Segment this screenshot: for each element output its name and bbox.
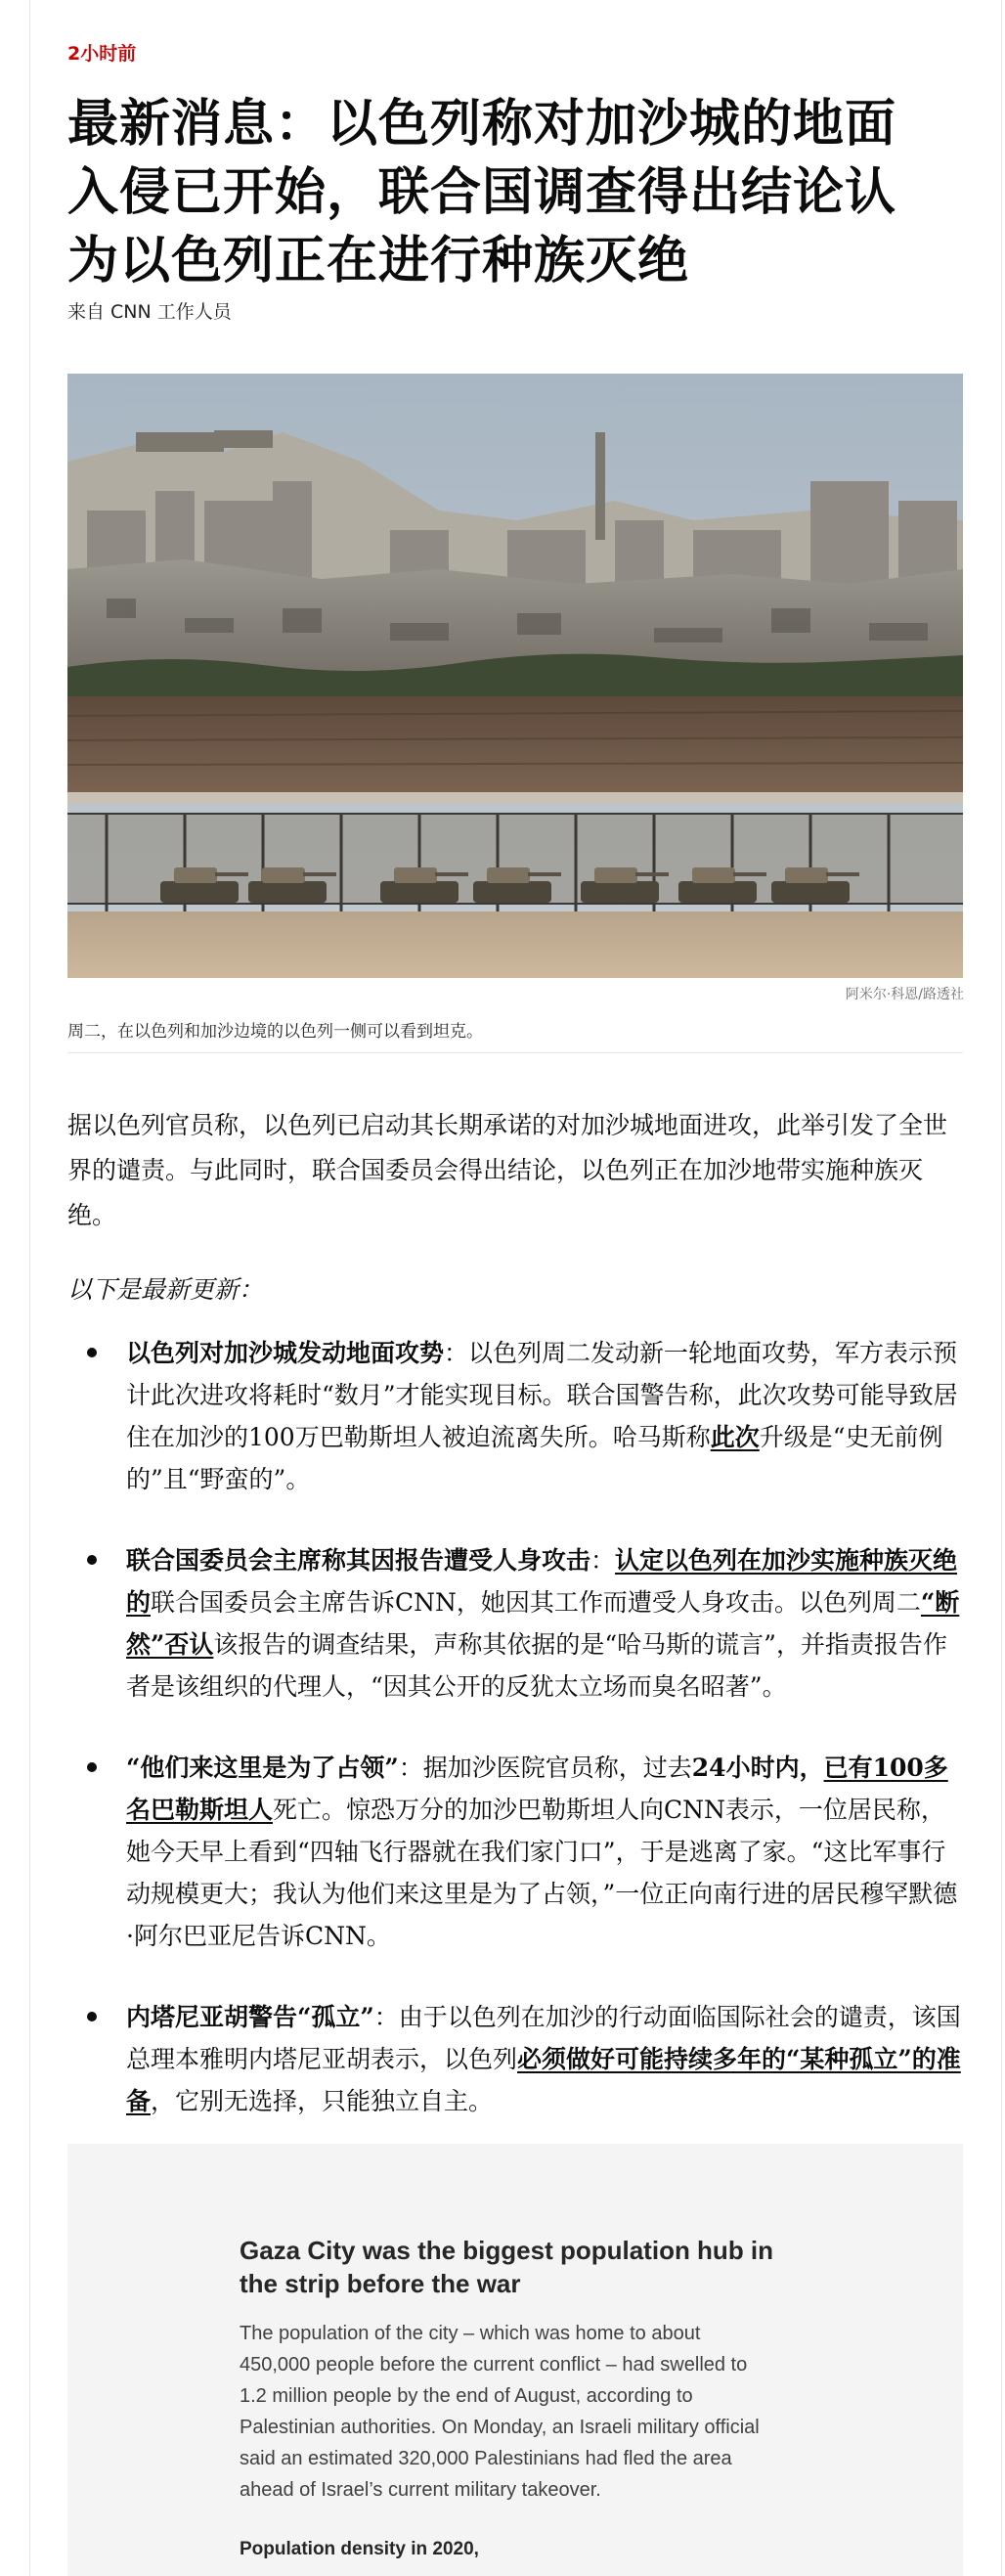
graphic-subtitle: Population density in 2020, — [240, 2539, 479, 2559]
graphic-title: Gaza City was the biggest population hub in the strip before the war — [240, 2236, 774, 2298]
lead-paragraph: 据以色列官员称，以色列已启动其长期承诺的对加沙城地面进攻，此举引发了全世界的谴责。与此同时，联合国委员会得出结论，以色列正在加沙地带实施种族灭绝。 — [67, 1111, 948, 1229]
headline: 最新消息：以色列称对加沙城的地面入侵已开始，联合国调查得出结论认为以色列正在进行种族灭绝 — [67, 95, 897, 290]
bullet-icon — [87, 1762, 97, 1772]
bullet-text: ： — [590, 1546, 616, 1575]
bullet-text: 联合国委员会主席告诉CNN，她因其工作而遭受人身攻击。以色列周二 — [151, 1588, 921, 1617]
bullet-text: ：据加沙医院官员称，过去 — [398, 1754, 692, 1782]
list-item — [67, 1996, 963, 2122]
info-graphic — [67, 2144, 963, 2576]
inline-link[interactable]: 已有100多名巴勒斯坦人 — [126, 1754, 948, 1824]
bullet-icon — [87, 2012, 97, 2021]
bullet-text: ，它别无选择，只能独立自主。 — [151, 2087, 494, 2115]
updates-intro: 以下是最新更新： — [67, 1275, 264, 1304]
bullet-lead: “他们来这里是为了占领” — [126, 1754, 399, 1782]
bullet-text: ：由于以色列在加沙的行动面临国际社会的谴责，该国总理本雅明内塔尼亚胡表示，以色列 — [126, 2003, 961, 2073]
inline-link[interactable]: 认定以色列在加沙实施种族灭绝的 — [126, 1546, 958, 1617]
bullet-lead: 以色列对加沙城发动地面攻势 — [126, 1339, 445, 1367]
bullet-lead: 联合国委员会主席称其因报告遭受人身攻击 — [126, 1546, 591, 1575]
article-photo[interactable] — [67, 374, 963, 978]
photo-caption: 周二，在以色列和加沙边境的以色列一侧可以看到坦克。 — [67, 1022, 483, 1042]
inline-link[interactable]: 必须做好可能持续多年的“某种孤立”的准备 — [126, 2045, 961, 2115]
updates-list — [67, 1332, 963, 2161]
bullet-text: 升级是“史无前例的”且“野蛮的”。 — [126, 1423, 943, 1493]
article-page — [29, 0, 1002, 2576]
bullet-text: 该报告的调查结果，声称其依据的是“哈马斯的谎言”，并指责报告作者是该组织的代理人，“因其公开的反犹太立场而臭名昭著”。 — [126, 1630, 947, 1701]
list-item — [67, 1747, 963, 1957]
list-item — [67, 1539, 963, 1708]
graphic-description: The population of the city – which was home to about 450,000 people before the current conflict – had swelled to 1.2 million people by the end of August, according to Palestinian authorities. On Monday, an Israeli military official said an estimated 320,000 Palestinians had fled the area ahead of Israel’s current military takeover. — [240, 2323, 760, 2501]
inline-link[interactable]: “断然”否认 — [126, 1588, 960, 1659]
byline: 来自 CNN 工作人员 — [67, 301, 232, 323]
list-item — [67, 1332, 963, 1500]
bullet-icon — [87, 1555, 97, 1565]
bullet-lead: 内塔尼亚胡警告“孤立” — [126, 2003, 374, 2031]
bullet-bold-text: 24小时内， — [691, 1754, 824, 1782]
bullet-text: 死亡。惊恐万分的加沙巴勒斯坦人向CNN表示，一位居民称，她今天早上看到“四轴飞行器就在我们家门口”，于是逃离了家。“这比军事行动规模更大；我认为他们来这里是为了占领，”一位正向南行进的居民穆罕默德·阿尔巴亚尼告诉CNN。 — [126, 1796, 958, 1950]
photo-illustration — [67, 374, 963, 978]
inline-link[interactable]: 此次 — [710, 1423, 760, 1451]
bullet-icon — [87, 1348, 97, 1357]
photo-credit: 阿米尔·科恩/路透社 — [845, 987, 964, 1002]
bullet-text: ：以色列周二发动新一轮地面攻势，军方表示预计此次进攻将耗时“数月”才能实现目标。联合国警告称，此次攻势可能导致居住在加沙的100万巴勒斯坦人被迫流离失所。哈马斯称 — [126, 1339, 958, 1451]
timestamp: 2小时前 — [67, 43, 137, 65]
divider — [67, 1052, 963, 1053]
